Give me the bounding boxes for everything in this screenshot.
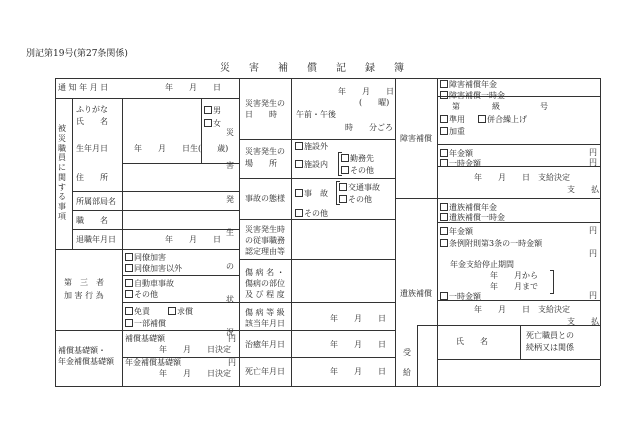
outside-facility-checkbox[interactable]: 施設外: [295, 142, 328, 151]
grade-field[interactable]: 第 級 号: [452, 102, 548, 111]
survivor-compensation-label: 遺族補償: [400, 289, 432, 298]
page-title: [220, 64, 404, 74]
disability-pay-date[interactable]: 年 月 日 支給決定: [474, 173, 570, 182]
survivor-pay-date[interactable]: 年 月 日 支給決定: [474, 305, 570, 314]
occurrence-date-field[interactable]: 年 月 日: [338, 87, 394, 96]
disability-pension-checkbox[interactable]: 障害補償年金: [440, 80, 497, 89]
accident-checkbox[interactable]: 事 故: [295, 189, 328, 198]
title-char: 記: [336, 63, 365, 74]
am-pm-field[interactable]: 午前・午後: [296, 110, 336, 119]
pension-amount-yen: 円: [589, 148, 597, 157]
car-accident-checkbox[interactable]: 自動車事故: [125, 279, 174, 288]
partial-compensation-checkbox[interactable]: 一部補償: [125, 319, 166, 328]
survivor-lump-amount-checkbox[interactable]: 一時金額: [440, 292, 481, 301]
survivor-paid: 支 払: [567, 317, 599, 326]
pension-base-yen: 円: [228, 358, 236, 367]
supplementary-yen: 円: [589, 249, 597, 258]
retirement-date-field[interactable]: 年 月 日: [165, 235, 221, 244]
applied-checkbox[interactable]: 準用: [440, 115, 465, 124]
relation-label-2: 続柄又は関係: [526, 343, 574, 352]
survivor-pension-yen: 円: [589, 226, 597, 235]
address-label: 住 所: [76, 173, 108, 182]
survivor-lump-yen: 円: [589, 291, 597, 300]
healed-date-field[interactable]: 年 月 日: [330, 340, 386, 349]
exemption-checkbox[interactable]: 免責: [125, 307, 150, 316]
non-coworker-assault-checkbox[interactable]: 同僚加害以外: [125, 264, 182, 273]
beneficiary-name-label: 氏 名: [456, 337, 488, 346]
third-party-label-1: 第 三 者: [64, 278, 104, 287]
aggravation-checkbox[interactable]: 加重: [440, 127, 465, 136]
coworker-assault-checkbox[interactable]: 同僚加害: [125, 253, 166, 262]
base-amount-section-label-1: 補償基礎額・: [58, 346, 106, 355]
day-of-week-field[interactable]: ( 曜): [359, 98, 390, 107]
other-assault-checkbox[interactable]: その他: [125, 290, 158, 299]
title-char: 害: [249, 63, 278, 74]
relation-label-1: 死亡職員との: [526, 331, 574, 340]
occurrence-datetime-label-2: 日 時: [245, 110, 277, 119]
occurrence-place-label-2: 場 所: [245, 159, 277, 168]
beneficiary-section-label: 受 給: [403, 348, 411, 377]
disaster-situation-section-label: 災 害 発 生 の 状 況: [226, 128, 234, 338]
lump-amount-checkbox[interactable]: 一時金額: [440, 159, 481, 168]
base-amount-section-label-2: 年金補償基礎額: [58, 357, 114, 366]
injury-label-2: 傷病の部位: [245, 279, 285, 288]
post-label: 職 名: [76, 216, 108, 225]
name-label: 氏 名: [76, 117, 108, 126]
retirement-date-label: 退職年月日: [76, 235, 116, 244]
title-char: 録: [365, 63, 394, 74]
birth-date-field[interactable]: 年 月 日生( 歳): [134, 144, 229, 153]
grade-label-2: 該当年月日: [245, 319, 285, 328]
base-amount-yen: 円: [228, 334, 236, 343]
merged-checkbox[interactable]: 併合繰上げ: [478, 115, 527, 124]
accident-form-label: 事故の態様: [245, 194, 285, 203]
furigana-label: ふりがな: [76, 105, 108, 114]
traffic-accident-checkbox[interactable]: 交通事故: [339, 183, 380, 192]
occurrence-place-label-1: 災害発生の: [245, 147, 285, 156]
injury-label-3: 及 び 程 度: [245, 290, 285, 299]
female-checkbox[interactable]: 女: [204, 119, 221, 128]
duty-label-1: 災害発生時: [245, 225, 285, 234]
occurrence-datetime-label-1: 災害発生の: [245, 99, 285, 108]
disability-lump-checkbox[interactable]: 障害補償一時金: [440, 91, 505, 100]
suspension-bracket: [550, 270, 554, 294]
survivor-lump-checkbox[interactable]: 遺族補償一時金: [440, 213, 505, 222]
suspension-to[interactable]: 年 月まで: [490, 282, 538, 291]
occurrence-time-field[interactable]: 時 分ごろ: [345, 123, 393, 132]
form-caption: 別記第19号(第27条関係): [26, 49, 128, 59]
pension-base-label: 年金補償基礎額: [125, 358, 181, 367]
birth-date-label: 生年月日: [76, 144, 108, 153]
suspension-from[interactable]: 年 月から: [490, 271, 538, 280]
department-label: 所属部局名: [76, 197, 116, 206]
pension-base-date[interactable]: 年 月 日決定: [159, 369, 231, 378]
injured-employee-section-label: 被 災 職 員 に 関 す る 事 項: [58, 124, 66, 221]
workplace-checkbox[interactable]: 勤務先: [341, 154, 374, 163]
notice-date-label: 通 知 年 月 日: [58, 83, 109, 92]
notice-date-field[interactable]: 年 月 日: [165, 83, 221, 92]
suspension-period-label: 年金支給停止期間: [450, 260, 514, 269]
male-checkbox[interactable]: 男: [204, 106, 221, 115]
title-char: 災: [220, 63, 249, 74]
supplementary-lump-checkbox[interactable]: 条例附則第3条の一時金額: [440, 239, 542, 248]
base-amount-label: 補償基礎額: [125, 334, 165, 343]
inside-facility-checkbox[interactable]: 施設内: [295, 160, 328, 169]
death-date-label: 死亡年月日: [245, 367, 285, 376]
injury-label-1: 傷 病 名 ・: [245, 268, 285, 277]
form-other-checkbox[interactable]: その他: [295, 209, 328, 218]
title-char: 償: [307, 63, 336, 74]
duty-label-2: の従事職務: [245, 236, 285, 245]
accident-other-checkbox[interactable]: その他: [339, 195, 372, 204]
survivor-pension-checkbox[interactable]: 遺族補償年金: [440, 203, 497, 212]
recourse-checkbox[interactable]: 求償: [168, 307, 193, 316]
duty-label-3: 認定理由等: [245, 247, 285, 256]
lump-amount-yen: 円: [589, 158, 597, 167]
grade-date-field[interactable]: 年 月 日: [330, 314, 386, 323]
place-other-checkbox[interactable]: その他: [341, 166, 374, 175]
third-party-label-2: 加 害 行 為: [64, 291, 104, 300]
disability-paid: 支 払: [567, 185, 599, 194]
title-char: 簿: [394, 63, 404, 74]
title-char: 補: [278, 63, 307, 74]
death-date-field[interactable]: 年 月 日: [330, 367, 386, 376]
grade-label-1: 傷 病 等 級: [245, 308, 285, 317]
base-amount-date[interactable]: 年 月 日決定: [159, 345, 231, 354]
disability-compensation-label: 障害補償: [400, 134, 432, 143]
pension-amount-checkbox[interactable]: 年金額: [440, 149, 473, 158]
healed-date-label: 治癒年月日: [245, 340, 285, 349]
survivor-pension-amount-checkbox[interactable]: 年金額: [440, 227, 473, 236]
